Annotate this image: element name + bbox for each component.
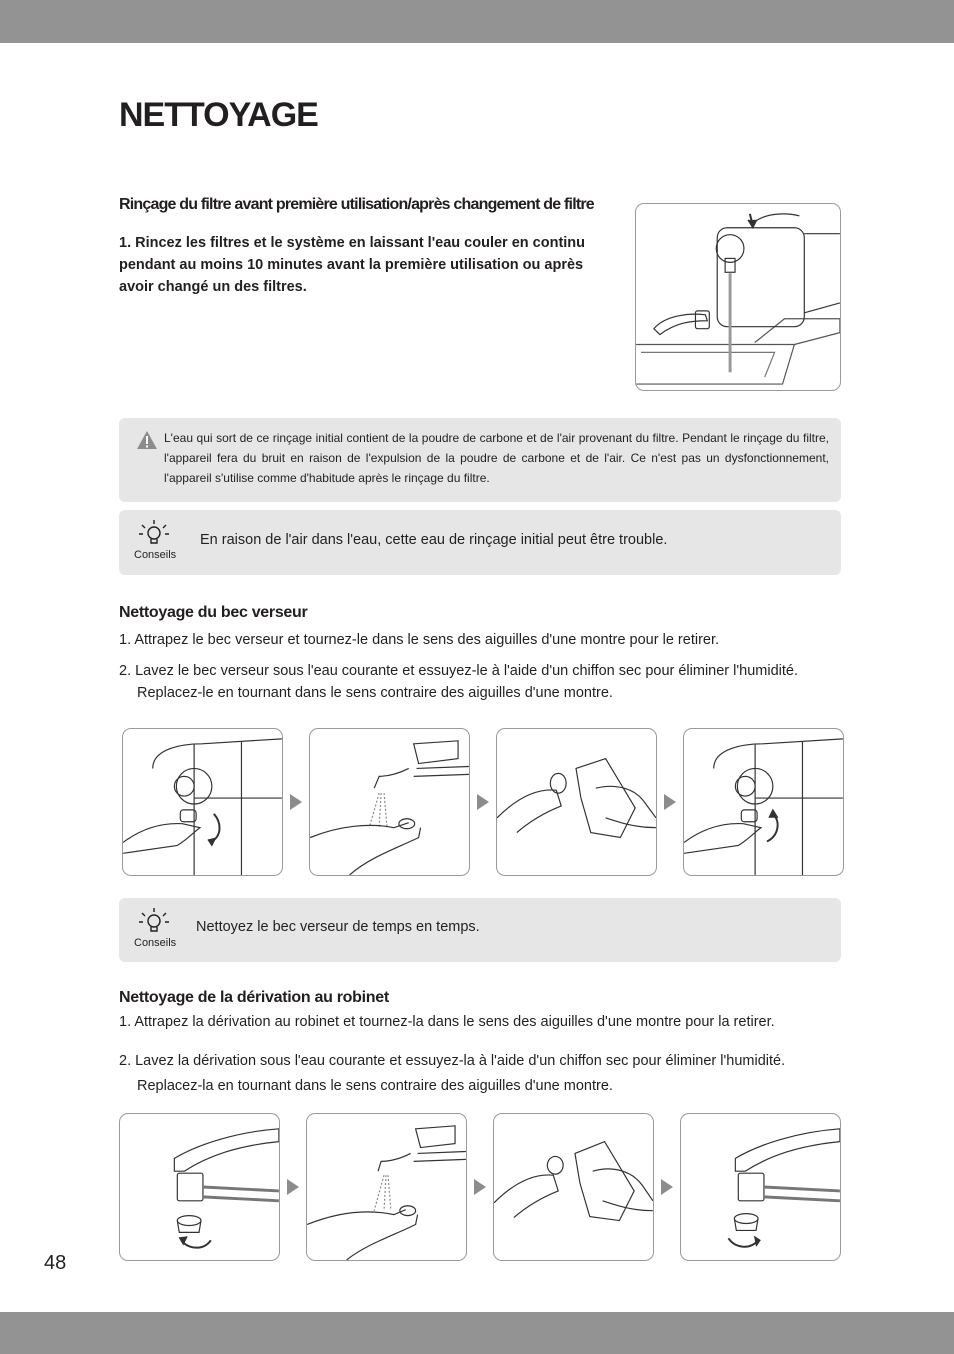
lightbulb-icon — [137, 906, 171, 936]
lightbulb-icon — [137, 518, 171, 548]
tips-badge: Conseils — [134, 518, 174, 568]
step-arrow — [474, 1179, 486, 1195]
spout-dry-image — [496, 728, 657, 876]
rinse-heading: Rinçage du filtre avant première utilisation/après changement de filtre — [119, 196, 594, 213]
step-arrow — [661, 1179, 673, 1195]
tip-note-spout — [119, 898, 841, 962]
tip-text-spout: Nettoyez le bec verseur de temps en temps. — [196, 919, 480, 935]
step-arrow — [290, 794, 302, 810]
diverter-step-1: 1. Attrapez la dérivation au robinet et tournez-la dans le sens des aiguilles d'une montre pour la retirer. — [119, 1014, 775, 1030]
step-arrow — [287, 1179, 299, 1195]
diverter-dry-image — [493, 1113, 654, 1261]
top-bar — [0, 0, 954, 43]
step-arrow — [664, 794, 676, 810]
spout-reinstall-image — [683, 728, 844, 876]
diverter-wash-image — [306, 1113, 467, 1261]
page-number: 48 — [44, 1252, 67, 1274]
tip-text-rinse: En raison de l'air dans l'eau, cette eau de rinçage initial peut être trouble. — [200, 532, 668, 548]
warning-triangle-icon — [136, 430, 158, 450]
spout-remove-image — [122, 728, 283, 876]
diverter-remove-image — [119, 1113, 280, 1261]
diverter-reinstall-image — [680, 1113, 841, 1261]
rinse-illustration — [635, 203, 841, 391]
diverter-heading: Nettoyage de la dérivation au robinet — [119, 989, 389, 1006]
spout-step-1: 1. Attrapez le bec verseur et tournez-le dans le sens des aiguilles d'une montre pour le retirer. — [119, 632, 720, 648]
tips-badge: Conseils — [134, 906, 174, 956]
spout-wash-image — [309, 728, 470, 876]
diverter-step-2: 2. Lavez la dérivation sous l'eau courante et essuyez-la à l'aide d'un chiffon sec pour éliminer l'humidité. Replacez-la en tournant dans le sens contraire des aiguilles d'une montre. — [119, 1053, 786, 1094]
warning-note — [119, 418, 841, 502]
rinse-step-1: 1. Rincez les filtres et le système en laissant l'eau couler en continu pendant au moins 10 minutes avant la première utilisation ou après avoir changé un des filtres. — [119, 235, 586, 295]
step-arrow — [477, 794, 489, 810]
page-title: NETTOYAGE — [119, 96, 318, 134]
warning-text: L'eau qui sort de ce rinçage initial contient de la poudre de carbone et de l'air provenant du filtre. Pendant le rinçage du filtre, l'appareil fera du bruit en raison de l'expulsion de la poudre de carbone et de l'air. Ce n'est pas un dysfonctionnement, l'appareil s'utilise comme d'habitude après le rinçage du filtre. — [164, 431, 829, 485]
bottom-bar — [0, 1312, 954, 1354]
spout-step-2: 2. Lavez le bec verseur sous l'eau courante et essuyez-le à l'aide d'un chiffon sec pour éliminer l'humidité. Replacez-le en tournant dans le sens contraire des aiguilles d'une montre. — [119, 663, 798, 701]
spout-heading: Nettoyage du bec verseur — [119, 604, 308, 621]
tip-note-rinse — [119, 510, 841, 575]
